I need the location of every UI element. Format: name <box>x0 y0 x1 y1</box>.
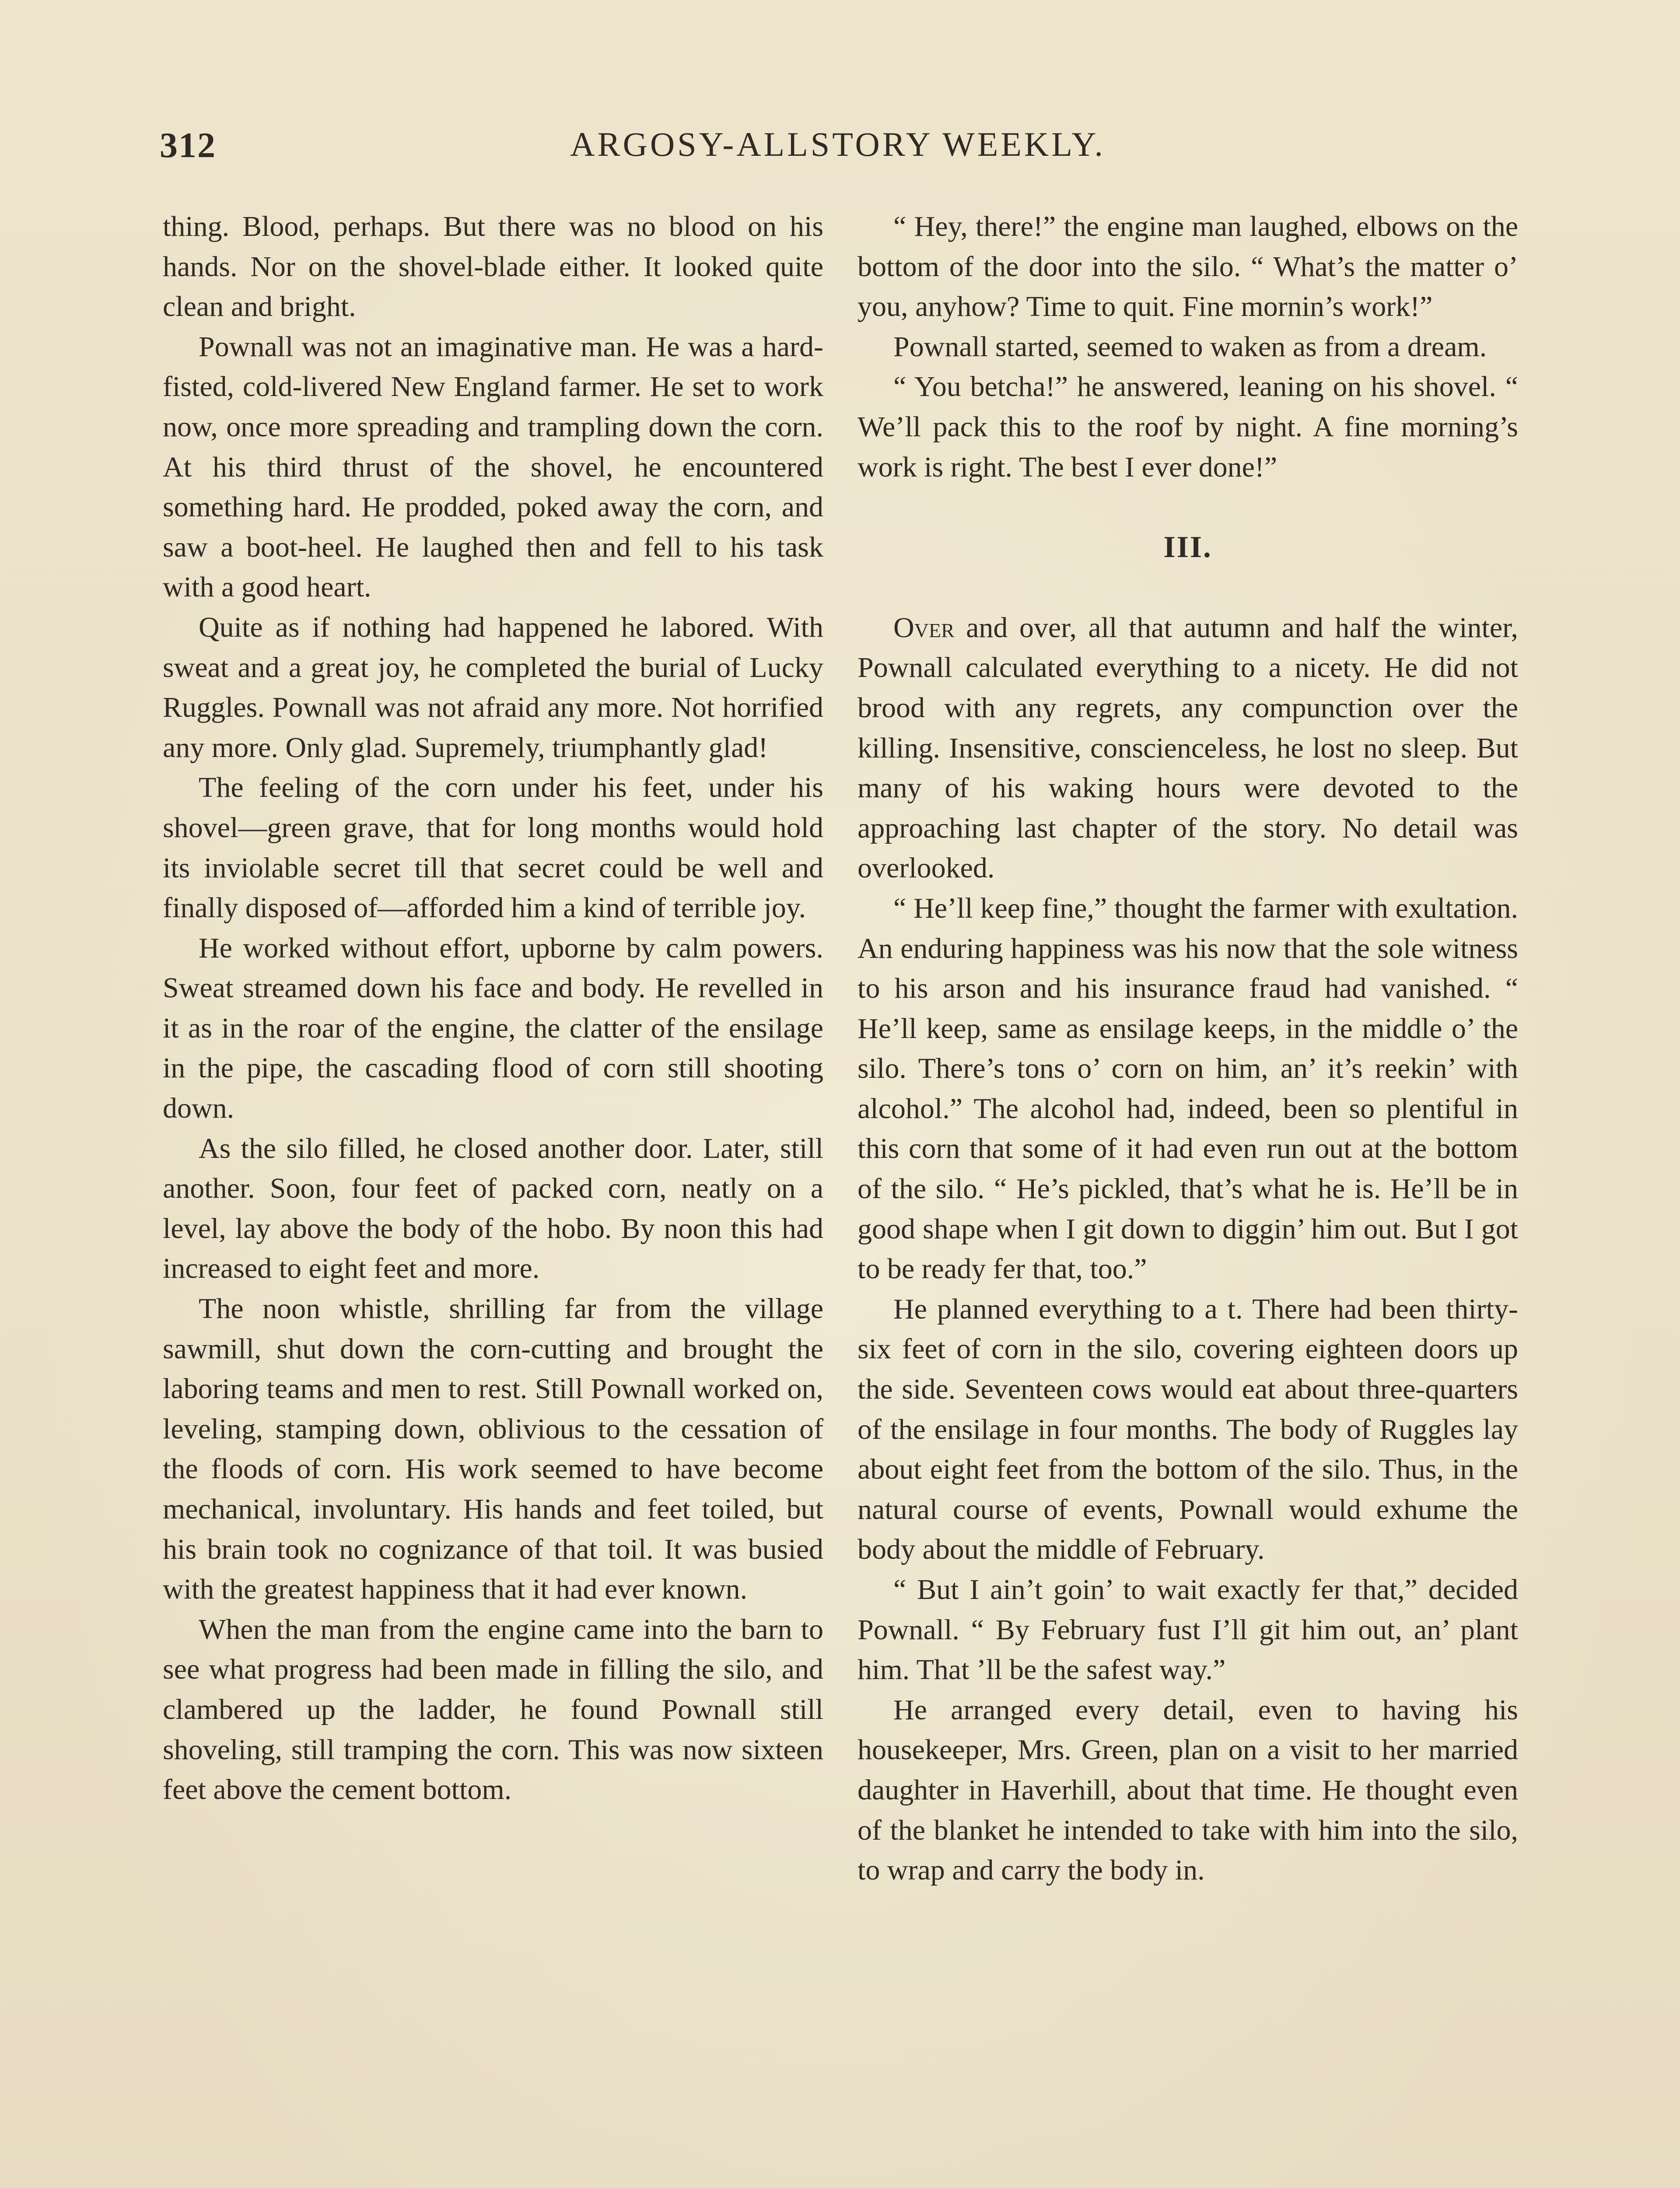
running-head: ARGOSY-ALLSTORY WEEKLY. <box>570 125 1106 163</box>
paragraph: “ He’ll keep fine,” thought the farmer with exultation. An enduring happiness was his now that the sole witness to his arson and his insurance fraud had vanished. “ He’ll keep, same as ensilage keeps, in the middle o’ the silo. There’s tons o’ corn on him, an’ it’s reekin’ with alcohol.” The alcohol had, indeed, been so plentiful in this corn that some of it had even run out at the bottom of the silo. “ He’s pickled, that’s what he is. He’ll be in good shape when I git down to diggin’ him out. But I got to be ready fer that, too.” <box>858 892 1518 1285</box>
paragraph: thing. Blood, perhaps. But there was no blood on his hands. Nor on the shovel-blade either. It looked quite clean and bright. <box>163 210 823 323</box>
page-number: 312 <box>160 125 216 165</box>
paragraph: Pownall started, seemed to waken as from a dream. <box>893 330 1487 363</box>
paragraph: “ You betcha!” he answered, leaning on his shovel. “ We’ll pack this to the roof by night. A fine morning’s work is right. The best I ever done!” <box>858 371 1518 483</box>
paragraph: He worked without effort, upborne by calm powers. Sweat streamed down his face and body. He revelled in it as in the roar of the engine, the clatter of the ensilage in the pipe, the cascading flood of corn still shooting down. <box>163 932 823 1125</box>
lead-word: Over <box>893 611 955 644</box>
paragraph: “ Hey, there!” the engine man laughed, elbows on the bottom of the door into the silo. “ What’s the matter o’ you, anyhow? Time to quit. Fine mornin’s work!” <box>858 210 1518 323</box>
paragraph-text: and over, all that autumn and half the winter, Pownall calculated everything to a nicety. He did not brood with any regrets, any compunction over the killing. Insensitive, conscienceless, he lost no sleep. But many of his waking hours were devoted to the approaching last chapter of the story. No detail was overlooked. <box>858 611 1518 884</box>
paragraph: He arranged every detail, even to having his housekeeper, Mrs. Green, plan on a visit to her married daughter in Haverhill, about that time. He thought even of the blanket he intended to take with him into the silo, to wrap and carry the body in. <box>858 1694 1518 1886</box>
right-column <box>858 207 1518 1890</box>
paragraph: Quite as if nothing had happened he labored. With sweat and a great joy, he completed the burial of Lucky Ruggles. Pownall was not afraid any more. Not horrified any more. Only glad. Supremely, triumphantly glad! <box>163 611 823 764</box>
section-opening-paragraph <box>858 608 1518 888</box>
left-column <box>163 207 823 1810</box>
page-header <box>160 125 1516 173</box>
paragraph: As the silo filled, he closed another door. Later, still another. Soon, four feet of packed corn, neatly on a level, lay above the body of the hobo. By noon this had increased to eight feet and more. <box>163 1132 823 1285</box>
paragraph: The noon whistle, shrilling far from the village sawmill, shut down the corn-cutting and brought the laboring teams and men to rest. Still Pownall worked on, leveling, stamping down, oblivious to the cessation of the floods of corn. His work seemed to have become mechanical, involuntary. His hands and feet toiled, but his brain took no cognizance of that toil. It was busied with the greatest happiness that it had ever known. <box>163 1293 823 1606</box>
paragraph: “ But I ain’t goin’ to wait exactly fer that,” decided Pownall. “ By February fust I’ll git him out, an’ plant him. That ’ll be the safest way.” <box>858 1574 1518 1686</box>
paragraph: The feeling of the corn under his feet, under his shovel—green grave, that for long months would hold its inviolable secret till that secret could be well and finally disposed of—afforded him a kind of terrible joy. <box>163 771 823 924</box>
paragraph: When the man from the engine came into the barn to see what progress had been made in filling the silo, and clambered up the ladder, he found Pownall still shoveling, still tramping the corn. This was now sixteen feet above the cement bottom. <box>163 1613 823 1806</box>
paragraph: Pownall was not an imaginative man. He was a hard-fisted, cold-livered New England farmer. He set to work now, once more spreading and trampling down the corn. At his third thrust of the shovel, he encountered something hard. He prodded, poked away the corn, and saw a boot-heel. He laughed then and fell to his task with a good heart. <box>163 330 823 603</box>
section-heading: III. <box>1163 530 1212 565</box>
paragraph: He planned everything to a t. There had been thirty-six feet of corn in the silo, covering eighteen doors up the side. Seventeen cows would eat about three-quarters of the ensilage in four months. The body of Ruggles lay about eight feet from the bottom of the silo. Thus, in the natural course of events, Pownall would exhume the body about the middle of February. <box>858 1293 1518 1566</box>
